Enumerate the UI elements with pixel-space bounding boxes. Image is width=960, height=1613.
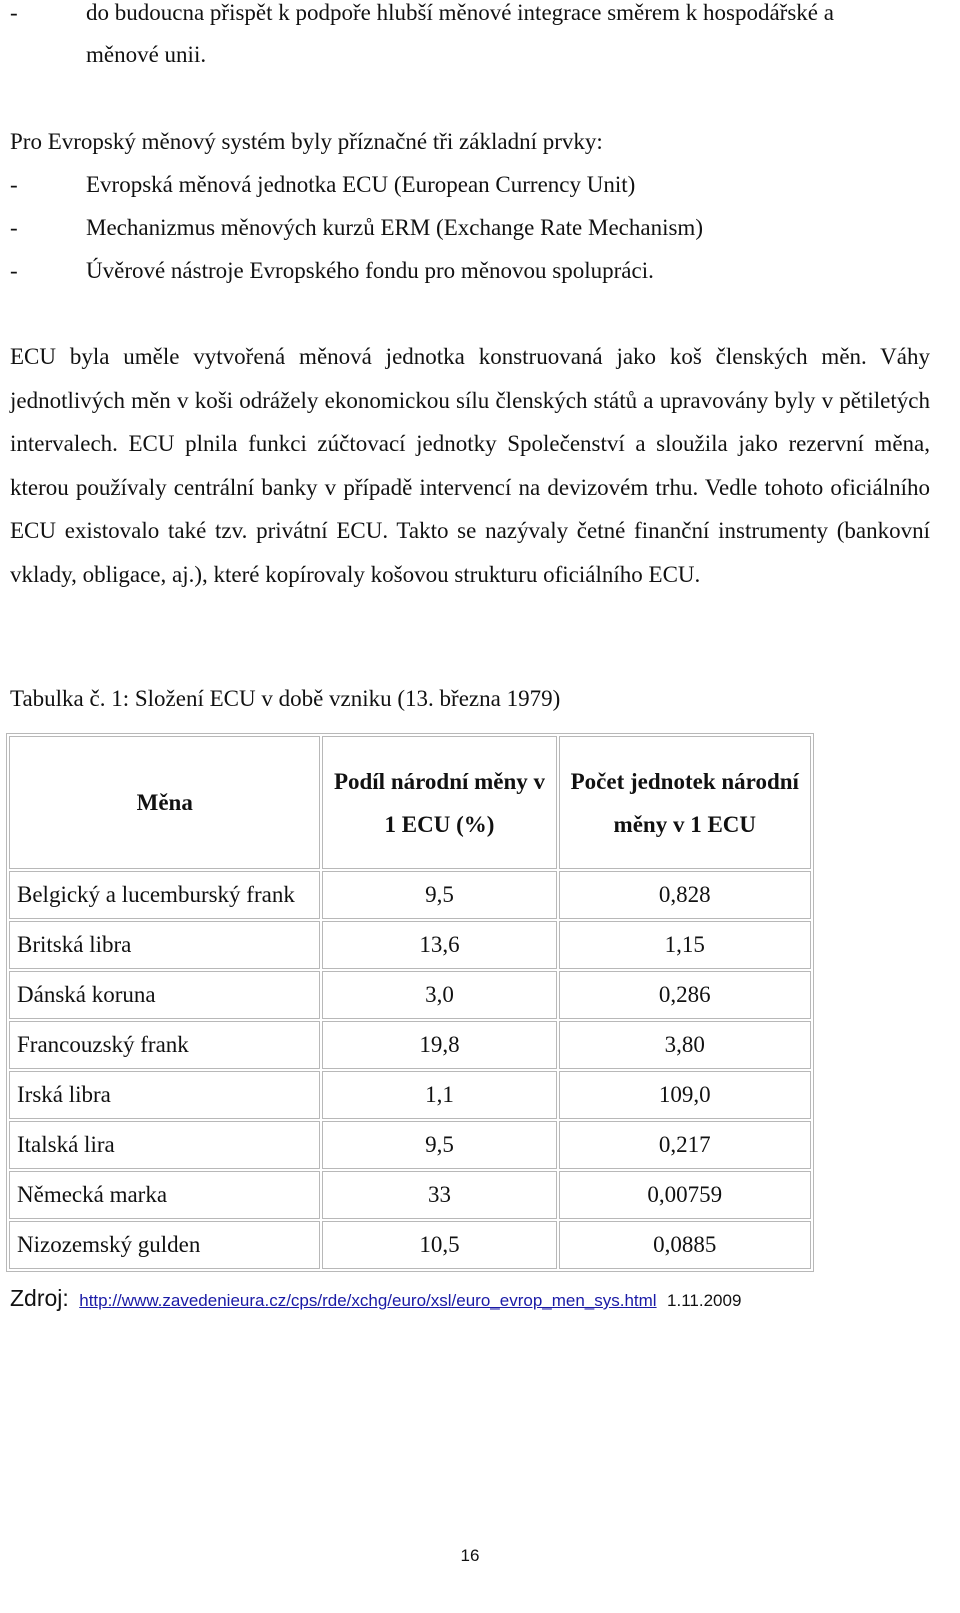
cell-units: 0,0885	[559, 1221, 811, 1269]
source-link[interactable]: http://www.zavedenieura.cz/cps/rde/xchg/euro/xsl/euro_evrop_men_sys.html	[79, 1291, 657, 1310]
page-number: 16	[460, 1546, 480, 1565]
cell-units: 0,286	[559, 971, 811, 1019]
ecu-composition-table	[6, 733, 814, 1272]
bullet-dash: -	[10, 172, 18, 197]
cell-share: 33	[322, 1171, 556, 1219]
cell-units: 0,217	[559, 1121, 811, 1169]
cell-share: 10,5	[322, 1221, 556, 1269]
table-row	[9, 971, 811, 1019]
bullet-text-line-2: měnové unii.	[86, 42, 207, 67]
ems-item: Mechanizmus měnových kurzů ERM (Exchange Rate Mechanism)	[86, 215, 703, 240]
table-row	[9, 1171, 811, 1219]
cell-units: 3,80	[559, 1021, 811, 1069]
cell-share: 3,0	[322, 971, 556, 1019]
cell-currency: Dánská koruna	[9, 971, 320, 1019]
ems-intro: Pro Evropský měnový systém byly příznačné tři základní prvky:	[10, 129, 603, 154]
table-row	[9, 1021, 811, 1069]
bullet-dash: -	[10, 0, 18, 25]
cell-share: 1,1	[322, 1071, 556, 1119]
cell-share: 13,6	[322, 921, 556, 969]
cell-currency: Italská lira	[9, 1121, 320, 1169]
cell-currency: Britská libra	[9, 921, 320, 969]
header-currency: Měna	[9, 736, 320, 869]
cell-currency: Francouzský frank	[9, 1021, 320, 1069]
cell-currency: Irská libra	[9, 1071, 320, 1119]
cell-units: 1,15	[559, 921, 811, 969]
table-row	[9, 1121, 811, 1169]
table-row	[9, 921, 811, 969]
table-header-row	[9, 736, 811, 869]
cell-units: 0,00759	[559, 1171, 811, 1219]
cell-share: 19,8	[322, 1021, 556, 1069]
cell-share: 9,5	[322, 1121, 556, 1169]
bullet-text-line-1: do budoucna přispět k podpoře hlubší měnové integrace směrem k hospodářské a	[86, 0, 834, 25]
ems-item: Úvěrové nástroje Evropského fondu pro měnovou spolupráci.	[86, 258, 654, 283]
ems-item: Evropská měnová jednotka ECU (European Currency Unit)	[86, 172, 636, 197]
header-units: Počet jednotek národní měny v 1 ECU	[559, 736, 811, 869]
table-caption: Tabulka č. 1: Složení ECU v době vzniku (13. března 1979)	[10, 686, 561, 711]
table-row	[9, 1071, 811, 1119]
bullet-dash: -	[10, 258, 18, 283]
cell-currency: Belgický a lucemburský frank	[9, 871, 320, 919]
table-row	[9, 871, 811, 919]
source-label: Zdroj:	[10, 1285, 69, 1311]
cell-currency: Nizozemský gulden	[9, 1221, 320, 1269]
source-date: 1.11.2009	[667, 1291, 742, 1310]
cell-units: 0,828	[559, 871, 811, 919]
cell-units: 109,0	[559, 1071, 811, 1119]
cell-currency: Německá marka	[9, 1171, 320, 1219]
header-share: Podíl národní měny v 1 ECU (%)	[322, 736, 556, 869]
source-line	[10, 1285, 741, 1312]
bullet-dash: -	[10, 215, 18, 240]
ecu-paragraph: ECU byla uměle vytvořená měnová jednotka konstruovaná jako koš členských měn. Váhy jednotlivých měn v koši odrážely ekonomickou sílu členských států a upravovány byly v pětiletých intervalech. ECU plnila funkci zúčtovací jednotky Společenství a sloužila jako rezervní měna, kterou používaly centrální banky v případě intervencí na devizovém trhu. Vedle tohoto oficiálního ECU existovalo také tzv. privátní ECU. Takto se nazývaly četné finanční instrumenty (bankovní vklady, obligace, aj.), které kopírovaly košovou strukturu oficiálního ECU.	[10, 344, 930, 587]
table-row	[9, 1221, 811, 1269]
cell-share: 9,5	[322, 871, 556, 919]
